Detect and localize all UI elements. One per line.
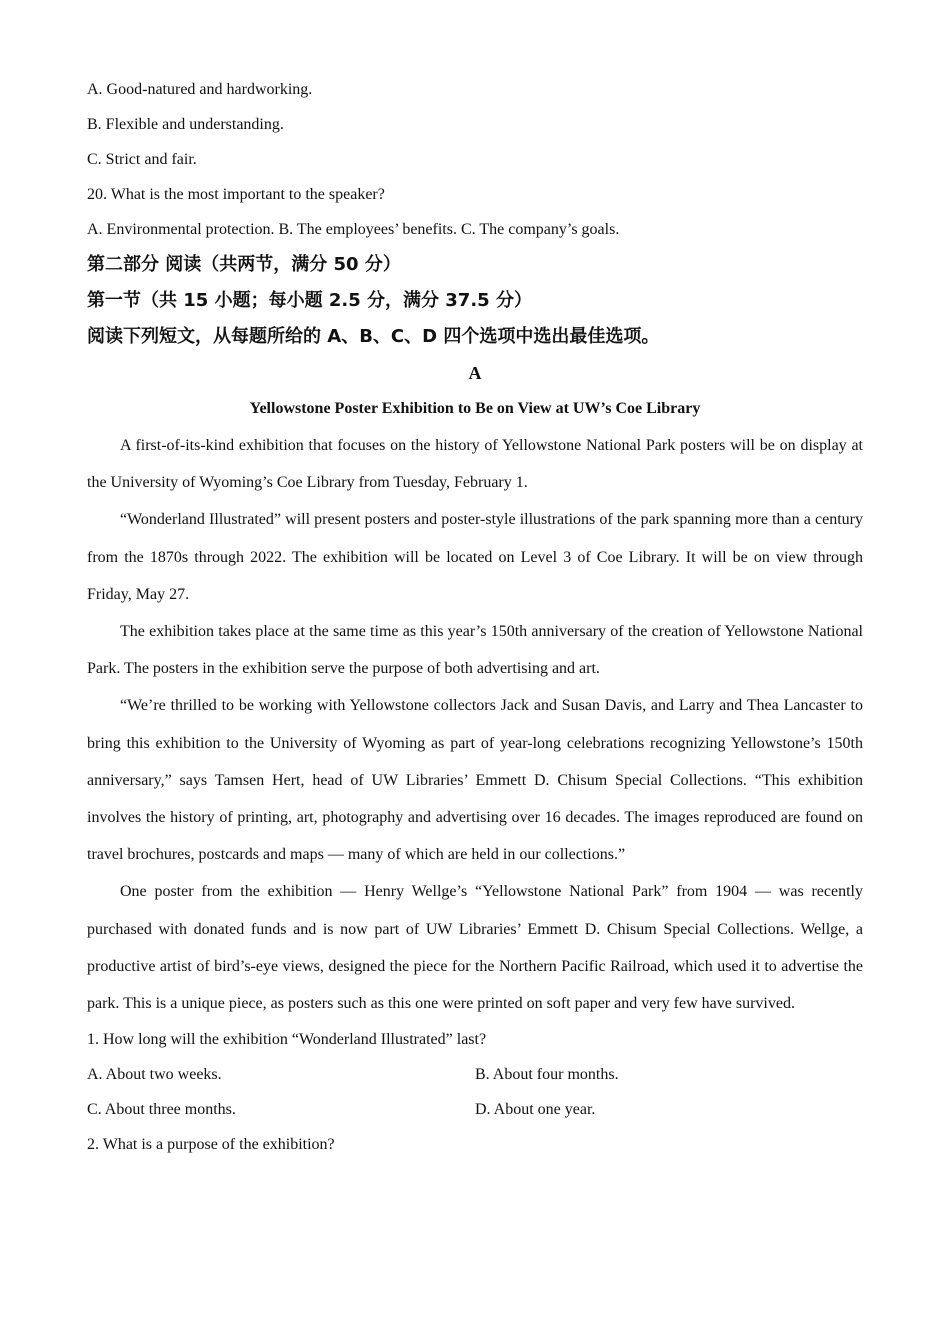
question-1-options-row-1 xyxy=(87,1057,863,1092)
question-20-options: A. Environmental protection. B. The employees’ benefits. C. The company’s goals. xyxy=(87,221,620,238)
reading-instruction: 阅读下列短文，从每题所给的 A、B、C、D 四个选项中选出最佳选项。 xyxy=(87,326,660,347)
passage-paragraph-2: “Wonderland Illustrated” will present posters and poster-style illustrations of the park spanning more than a century from the 1870s through 2022. The exhibition will be located on Level 3 of Coe Library. It will be on view through Friday, May 27. xyxy=(87,511,863,603)
passage-paragraph-4: “We’re thrilled to be working with Yellowstone collectors Jack and Susan Davis, and Larry and Thea Lancaster to bring this exhibition to the University of Wyoming as part of year-long celebrations recognizing Yellowstone’s 150th anniversary,” says Tamsen Hert, head of UW Libraries’ Emmett D. Chisum Special Collections. “This exhibition involves the history of printing, art, photography and advertising over 16 decades. The images reproduced are found on travel brochures, postcards and maps — many of which are held in our collections.” xyxy=(87,697,863,864)
passage-paragraph-1: A first-of-its-kind exhibition that focuses on the history of Yellowstone National Park posters will be on display at the University of Wyoming’s Coe Library from Tuesday, February 1. xyxy=(87,437,863,492)
question-2-stem: 2. What is a purpose of the exhibition? xyxy=(87,1136,335,1154)
question-1-options-row-2 xyxy=(87,1092,863,1127)
passage-letter: A xyxy=(468,363,482,383)
passage-paragraph-5: One poster from the exhibition — Henry Wellge’s “Yellowstone National Park” from 1904 — was recently purchased with donated funds and is now part of UW Libraries’ Emmett D. Chisum Special Collections. Wellge, a productive artist of bird’s-eye views, designed the piece for the Northern Pacific Railroad, which used it to advertise the park. This is a unique piece, as posters such as this one were printed on soft paper and very few have survived. xyxy=(87,883,863,1013)
question-1-stem: 1. How long will the exhibition “Wonderland Illustrated” last? xyxy=(87,1031,487,1049)
option-19a: A. Good-natured and hardworking. xyxy=(87,81,313,98)
passage-title: Yellowstone Poster Exhibition to Be on View at UW’s Coe Library xyxy=(249,400,701,417)
question-1-option-c: C. About three months. xyxy=(87,1101,236,1119)
exam-page xyxy=(87,72,863,1162)
question-20: 20. What is the most important to the speaker? xyxy=(87,186,385,203)
section-one-title: 第一节（共 15 小题；每小题 2.5 分，满分 37.5 分） xyxy=(87,290,532,311)
option-19b: B. Flexible and understanding. xyxy=(87,116,284,133)
passage-paragraph-3: The exhibition takes place at the same time as this year’s 150th anniversary of the creation of Yellowstone National Park. The posters in the exhibition serve the purpose of both advertising and art. xyxy=(87,623,863,678)
option-19c: C. Strict and fair. xyxy=(87,151,197,168)
part-two-title: 第二部分 阅读（共两节，满分 50 分） xyxy=(87,254,401,275)
question-1-option-d: D. About one year. xyxy=(475,1101,596,1119)
question-1-option-b: B. About four months. xyxy=(475,1066,619,1084)
question-1-option-a: A. About two weeks. xyxy=(87,1066,222,1084)
